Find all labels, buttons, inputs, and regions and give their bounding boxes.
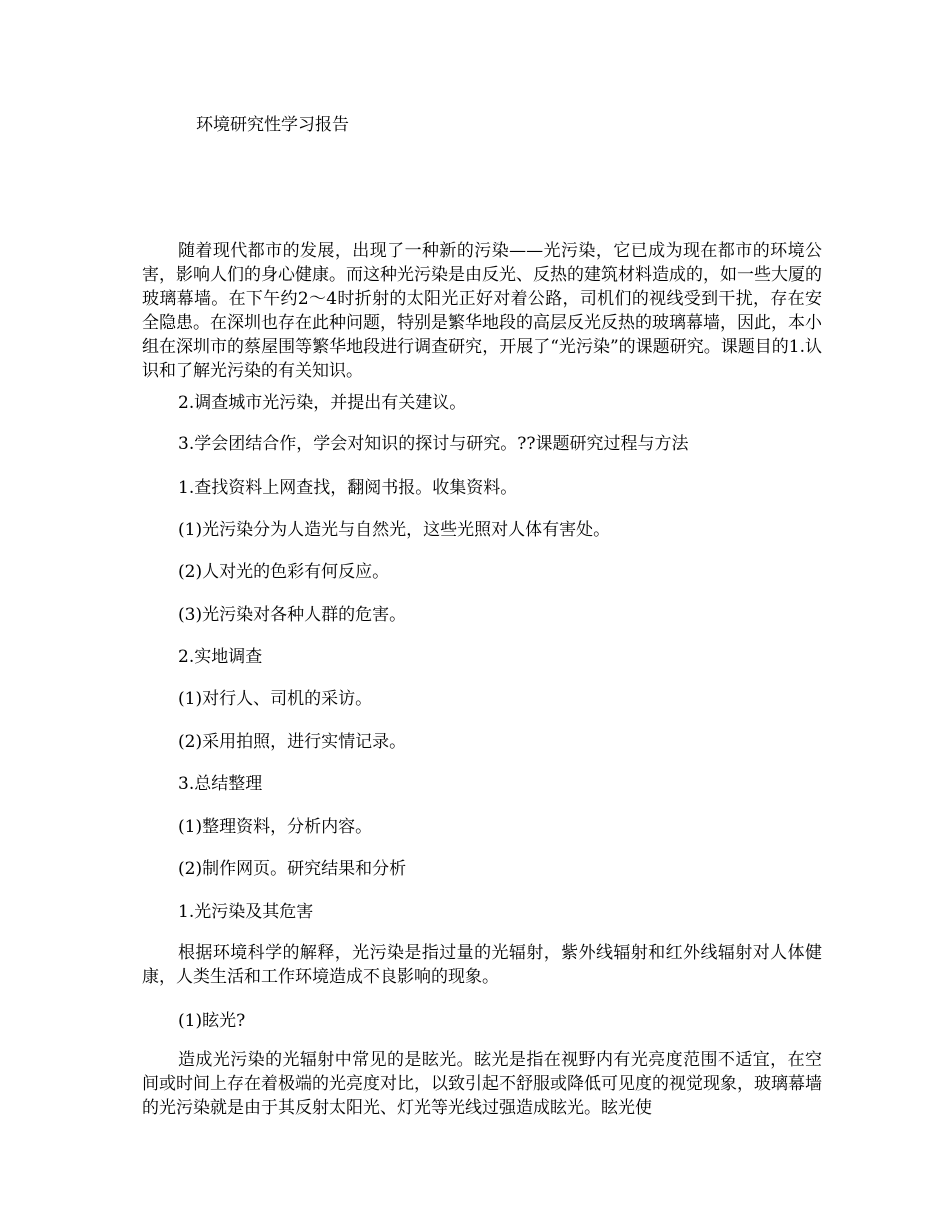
glare-heading: (1)眩光? bbox=[178, 1011, 246, 1031]
purpose-item-3: 3.学会团结合作，学会对知识的探讨与研究。??课题研究过程与方法 bbox=[178, 434, 689, 454]
glare-paragraph: 造成光污染的光辐射中常见的是眩光。眩光是指在视野内有光亮度范围不适宜，在空间或时间上存在着极端的光亮度对比，以致引起不舒服或降低可见度的视觉现象，玻璃幕墙的光污染就是由于其反射太阳光、灯光等光线过强造成眩光。眩光使 bbox=[142, 1050, 822, 1118]
definition-paragraph: 根据环境科学的解释，光污染是指过量的光辐射，紫外线辐射和红外线辐射对人体健康，人类生活和工作环境造成不良影响的现象。 bbox=[142, 943, 822, 987]
summary-subitem-2: (2)制作网页。研究结果和分析 bbox=[178, 859, 407, 879]
intro-paragraph: 随着现代都市的发展，出现了一种新的污染——光污染，它已成为现在都市的环境公害，影响人们的身心健康。而这种光污染是由反光、反热的建筑材料造成的，如一些大厦的玻璃幕墙。在下午约2～4时折射的太阳光正好对着公路，司机们的视线受到干扰，存在安全隐患。在深圳也存在此种问题，特别是繁华地段的高层反光反热的玻璃幕墙，因此，本小组在深圳市的蔡屋围等繁华地段进行调查研究，开展了“光污染”的课题研究。课题目的1.认识和了解光污染的有关知识。 bbox=[142, 241, 822, 381]
method-subitem-1: (1)光污染分为人造光与自然光，这些光照对人体有害处。 bbox=[178, 520, 611, 540]
method-item-1: 1.查找资料上网查找，翻阅书报。收集资料。 bbox=[178, 478, 518, 498]
method-subitem-3: (3)光污染对各种人群的危害。 bbox=[178, 605, 407, 625]
purpose-item-2: 2.调查城市光污染，并提出有关建议。 bbox=[178, 393, 467, 413]
method-item-2: 2.实地调查 bbox=[178, 647, 263, 667]
summary-subitem-1: (1)整理资料，分析内容。 bbox=[178, 817, 373, 837]
method-item-3: 3.总结整理 bbox=[178, 774, 263, 794]
method-subitem-2: (2)人对光的色彩有何反应。 bbox=[178, 562, 390, 582]
survey-subitem-1: (1)对行人、司机的采访。 bbox=[178, 689, 373, 709]
results-item-1: 1.光污染及其危害 bbox=[178, 902, 314, 922]
survey-subitem-2: (2)采用拍照，进行实情记录。 bbox=[178, 732, 407, 752]
document-title: 环境研究性学习报告 bbox=[196, 115, 349, 135]
